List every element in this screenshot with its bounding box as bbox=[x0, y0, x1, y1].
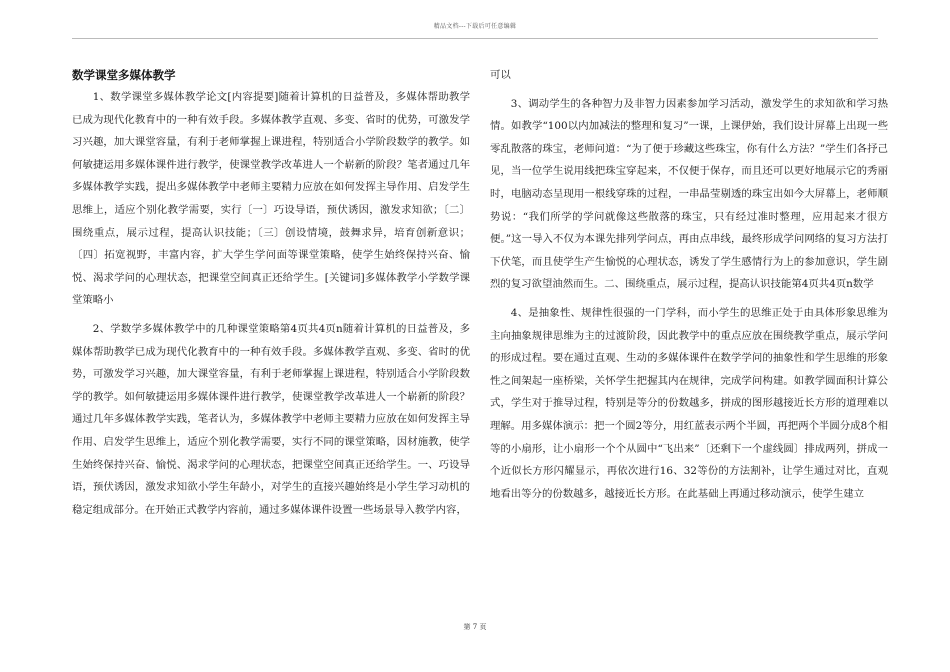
paragraph-3: 3、调动学生的各种智力及非智力因素参加学习活动，激发学生的求知欲和学习热情。如教学“100以内加减法的整理和复习”一课，上课伊始，我们设计屏幕上出现一些零乱散落的珠宝，老师问道：“为了便于珍藏这些珠宝，你有什么方法？”学生们各抒己见，当一位学生说用线把珠宝穿起来，不仅便于保存，而且还可以更好地展示它的秀丽时，电脑动态呈现用一根线穿珠的过程，一串晶莹剔透的珠宝出如今大屏幕上，老师顺势说：“我们所学的学问就像这些散落的珠宝，只有经过准时整理，应用起来才很方便。”这一导入不仅为本课先排列学问点，再由点串线，最终形成学问网络的复习方法打下伏笔，而且使学生产生愉悦的心理状态，诱发了学生感情行为上的参加意识，学生剧烈的复习欲望油然而生。二、围绕重点，展示过程，提高认识技能第4页共4页n数学 bbox=[490, 97, 888, 291]
paragraph-4: 4、是抽象性、规律性很强的一门学科，而小学生的思维正处于由具体形象思维为主向抽象规律思维为主的过渡阶段，因此教学中的重点应放在围绕教学重点，展示学问的形成过程。要在通过直观、生动的多媒体课件在数学学问的抽象性和学生思维的形象性之间架起一座桥梁，关怀学生把握其内在规律，完成学问构建。如教学圆面积计算公式，学生对于推导过程，特别是等分的份数越多，拼成的图形越接近长方形的道理难以理解。用多媒体演示：把一个圆2等分，用红蓝表示两个半圆，再把两个半圆分成8个相等的小扇形，让小扇形一个个从圆中“飞出来”〔还剩下一个虚线圆〕排成两列，拼成一个近似长方形闪耀显示，再依次进行16、32等份的方法割补，让学生通过对比，直观地看出等分的份数越多，越接近长方形。在此基础上再通过移动演示，使学生建立 bbox=[490, 306, 888, 500]
paragraph-1: 1、数学课堂多媒体教学论文[内容提要]随着计算机的日益普及，多媒体帮助教学已成为现代化教育中的一种有效手段。多媒体教学直观、多变、省时的优势，可激发学习兴趣，加大课堂容量，有利于老师掌握上课进程，特别适合小学阶段数学的教学。如何敏捷运用多媒体课件进行教学，使课堂教学改革进人一个崭新的阶段？笔者通过几年多媒体教学实践，提出多媒体教学中老师主要精力应放在如何发挥主导作用、启发学生思维上，适应个别化教学需要，实行〔一〕巧设导语，预伏诱因，激发求知欲；〔二〕围绕重点，展示过程，提高认识技能；〔三〕创设情境，鼓舞求异，培育创新意识；〔四〕拓宽视野，丰富内容，扩大学生学问面等课堂策略，使学生始终保持兴奋、愉悦、渴求学问的心理状态，把课堂空间真正还给学生。[关键词]多媒体教学小学数学课堂策略小 bbox=[72, 91, 470, 307]
header-text: 精品文档---下载后可任意编辑 bbox=[433, 23, 517, 30]
left-column bbox=[72, 64, 470, 527]
page-header bbox=[0, 21, 950, 30]
paragraph-continuation: 可以 bbox=[490, 69, 511, 81]
page-number: 第 7 页 bbox=[463, 623, 487, 631]
paragraph-2: 2、学数学多媒体教学中的几种课堂策略第4页共4页n随着计算机的日益普及，多媒体帮助教学已成为现代化教育中的一种有效手段。多媒体教学直观、多变、省时的优势，可激发学习兴趣，加大课堂容量，有利于老师掌握上课进程，特别适合小学阶段数学的教学。如何敏捷运用多媒体课件进行教学，使课堂教学改革进人一个崭新的阶段？通过几年多媒体教学实践，笔者认为，多媒体教学中老师主要精力应放在如何发挥主导作用、启发学生思维上，适应个别化教学需要，实行不同的课堂策略，因材施教，使学生始终保持兴奋、愉悦、渴求学问的心理状态，把课堂空间真正还给学生。一、巧设导语，预伏诱因，激发求知欲小学生年龄小，对学生的直接兴趣始终是小学生学习动机的稳定组成部分。在开始正式教学内容前，通过多媒体课件设置一些场景导入教学内容， bbox=[72, 322, 470, 516]
right-column bbox=[490, 64, 888, 511]
page-footer bbox=[0, 622, 950, 632]
document-title: 数学课堂多媒体教学 bbox=[72, 68, 176, 82]
header-divider bbox=[72, 38, 878, 39]
